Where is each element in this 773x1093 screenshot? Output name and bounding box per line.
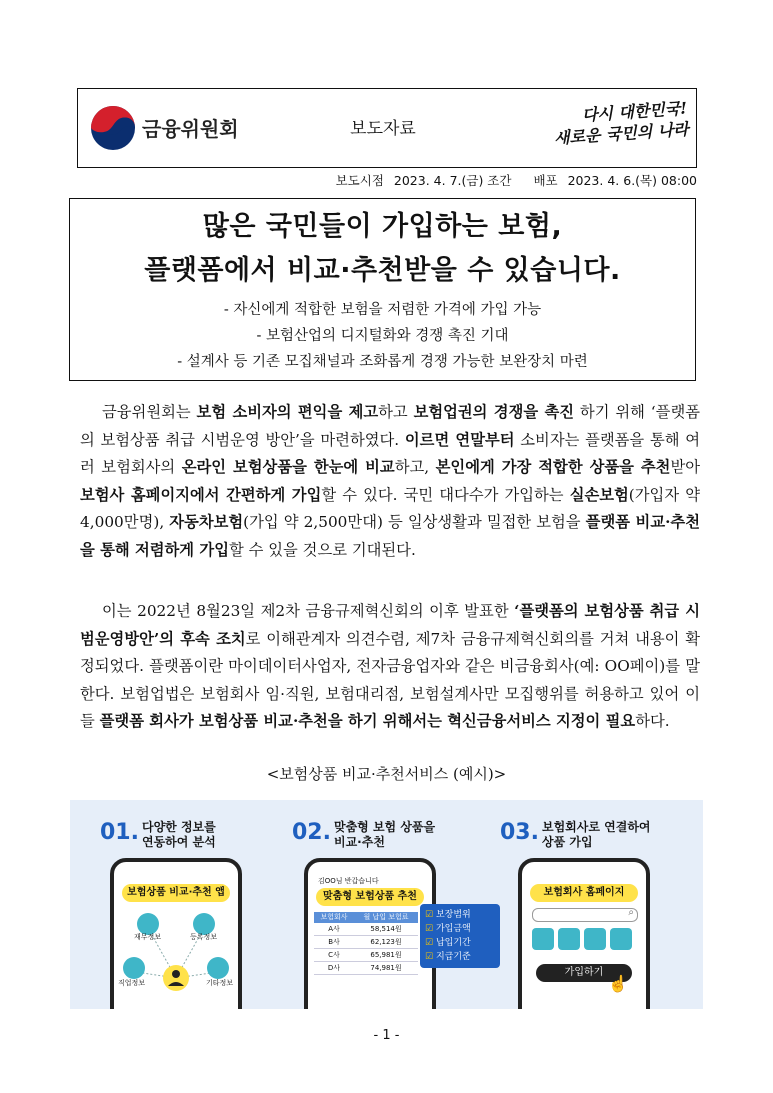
company-cell: D사 — [327, 964, 341, 972]
title-box — [69, 198, 696, 381]
emphasis-run: 이르면 연말부터 — [404, 430, 515, 449]
text-run: 받아 — [670, 458, 700, 476]
table-header-cell: 월 납입 보험료 — [363, 913, 409, 921]
step-label — [334, 820, 484, 850]
premium-cell: 58,514원 — [370, 925, 402, 933]
table-row — [314, 962, 418, 975]
step-label-line: 다양한 정보를 — [142, 820, 216, 834]
title-line-2: 플랫폼에서 비교·추천받을 수 있습니다. — [144, 255, 621, 286]
table-row — [314, 923, 418, 936]
subtitle-item: - 설계사 등 기존 모집채널과 조화롭게 경쟁 가능한 보완장치 마련 — [177, 354, 588, 370]
text-run: 이는 2022년 8월23일 제2차 금융규제혁신회의 이후 발표한 — [102, 602, 515, 620]
premium-cell: 65,981원 — [370, 951, 402, 959]
criteria-label: 가입금액 — [435, 924, 471, 934]
step-number: 02. — [292, 820, 331, 845]
table-header — [314, 912, 418, 923]
emphasis-run: 자동차보험 — [169, 513, 244, 531]
criteria-item — [425, 936, 495, 950]
check-icon: ☑ — [425, 952, 434, 962]
criteria-item — [425, 922, 495, 936]
node-label: 직업정보 — [118, 979, 146, 987]
premium-cell: 74,981원 — [370, 964, 402, 972]
criteria-label: 납입기간 — [435, 938, 471, 948]
node-label: 재무정보 — [134, 933, 162, 941]
page-number: - 1 - — [373, 1028, 400, 1043]
company-cell: A사 — [328, 925, 340, 933]
step-number: 01. — [100, 820, 139, 845]
chat-icon — [584, 928, 606, 950]
hand-pointer-icon: ☝ — [608, 974, 628, 993]
slogan-line-1: 다시 대한민국! — [581, 98, 688, 125]
service-example-infographic — [70, 800, 703, 1009]
criteria-item — [425, 950, 495, 964]
subtitle-list — [70, 297, 695, 375]
press-release-header — [77, 88, 697, 168]
text-run: (가입 약 2,500만대) 등 일상생활과 밀접한 보험을 — [243, 513, 586, 531]
figure-caption: <보험상품 비교·추천서비스 (예시)> — [266, 765, 507, 783]
step-label-line: 상품 가입 — [542, 835, 593, 849]
doc-kind: 보도자료 — [350, 119, 416, 139]
data-link-diagram-icon — [118, 906, 234, 1006]
embargo-value: 2023. 4. 7.(금) 조간 — [393, 173, 512, 188]
screen-title: 맞춤형 보험상품 추천 — [316, 888, 424, 906]
emphasis-run: 보험사 홈페이지에서 간편하게 가입 — [80, 485, 322, 504]
distribution-label: 배포 — [533, 173, 558, 188]
org-name: 금융위원회 — [142, 117, 239, 141]
slogan-line-2: 새로운 국민의 나라 — [553, 119, 690, 148]
text-run: 할 수 있다. 국민 대다수가 가입하는 — [321, 485, 570, 504]
text-run: 하기 위해 ‘플랫폼의 보험상품 취급 시범운영 방안’을 마련하였다. — [80, 403, 700, 449]
title-line-1: 많은 국민들이 가입하는 보험, — [202, 211, 563, 242]
distribution-value: 2023. 4. 6.(목) 08:00 — [567, 173, 697, 188]
text-run: 하다. — [635, 712, 670, 730]
table-row — [314, 936, 418, 949]
greeting: 김OO님 반갑습니다 — [318, 877, 379, 885]
embargo-label: 보도시점 — [335, 173, 384, 188]
premium-table — [314, 912, 418, 975]
criteria-label: 지급기준 — [435, 952, 471, 962]
emphasis-run: 본인에게 가장 적합한 상품을 추천 — [435, 458, 671, 476]
phone-app-screen — [110, 858, 242, 1009]
company-cell: B사 — [328, 938, 340, 946]
screen-title: 보험회사 홈페이지 — [530, 884, 638, 902]
text-run: 금융위원회는 — [102, 403, 197, 421]
step-label — [542, 820, 692, 850]
screen-title: 보험상품 비교·추천 앱 — [122, 884, 230, 902]
text-run: 하고 — [378, 403, 414, 421]
emphasis-run: ‘플랫폼의 보험상품 취급 시범운영방안’의 후속 조치 — [80, 602, 700, 648]
step-label-line: 맞춤형 보험 상품을 — [334, 820, 436, 834]
node-label: 등록정보 — [190, 933, 218, 941]
search-icon: ⌕ — [628, 907, 634, 918]
text-run: 하고, — [394, 458, 436, 476]
phone-recommend-screen — [304, 858, 436, 1009]
emphasis-run: 실손보험 — [569, 485, 629, 504]
release-info — [330, 171, 697, 189]
text-run: 할 수 있을 것으로 기대된다. — [228, 540, 416, 559]
folder-icon — [610, 928, 632, 950]
step-label — [142, 820, 292, 850]
join-button[interactable]: 가입하기 — [536, 964, 632, 982]
step-label-line: 비교·추천 — [334, 835, 385, 849]
check-icon: ☑ — [425, 938, 434, 948]
emphasis-run: 플랫폼 회사가 보험상품 비교·추천을 하기 위해서는 혁신금융서비스 지정이 필요 — [99, 712, 636, 730]
node-label: 기타정보 — [206, 979, 234, 987]
criteria-item — [425, 908, 495, 922]
text-run: 소비자는 플랫폼을 통해 여러 보험회사의 — [80, 430, 701, 476]
text-run: (가입자 약 4,000만명), — [80, 485, 700, 531]
criteria-label: 보장범위 — [435, 910, 471, 920]
table-header-cell: 보험회사 — [320, 913, 348, 921]
slogan — [527, 97, 690, 150]
step-label-line: 연동하여 분석 — [142, 835, 216, 849]
menu-icons-row — [532, 928, 632, 950]
emphasis-run: 보험업권의 경쟁을 촉진 — [413, 403, 575, 421]
phone-insurer-screen — [518, 858, 650, 1009]
government-emblem-icon — [90, 105, 136, 151]
emphasis-run: 플랫폼 비교·추천을 통해 저렴하게 가입 — [80, 513, 700, 559]
document-icon — [558, 928, 580, 950]
table-row — [314, 949, 418, 962]
check-icon: ☑ — [425, 924, 434, 934]
criteria-panel — [420, 904, 500, 968]
body-paragraph-2 — [80, 598, 700, 736]
subtitle-item: - 자신에게 적합한 보험을 저렴한 가격에 가입 가능 — [223, 302, 542, 318]
emphasis-run: 온라인 보험상품을 한눈에 비교 — [181, 458, 395, 476]
step-number: 03. — [500, 820, 539, 845]
step-label-line: 보험회사로 연결하여 — [542, 820, 651, 834]
premium-cell: 62,123원 — [370, 938, 402, 946]
subtitle-item: - 보험산업의 디지털화와 경쟁 촉진 기대 — [256, 328, 509, 344]
emphasis-run: 보험 소비자의 편익을 제고 — [196, 403, 379, 421]
text-run: 로 이해관계자 의견수렴, 제7차 금융규제혁신회의를 거쳐 내용이 확정되었다. 플랫폼이란 마이데이터사업자, 전자금융업자와 같은 비금융회사(예: OO페이)를 말한다. 보험업법은 보험회사 임·직원, 보험대리점, 보험설계사만 모집행위를 허용하고 있어 이들 — [80, 629, 700, 730]
company-cell: C사 — [328, 951, 340, 959]
check-icon: ☑ — [425, 910, 434, 920]
body-paragraph-1 — [80, 399, 700, 564]
search-bar — [532, 908, 638, 922]
calendar-icon — [532, 928, 554, 950]
